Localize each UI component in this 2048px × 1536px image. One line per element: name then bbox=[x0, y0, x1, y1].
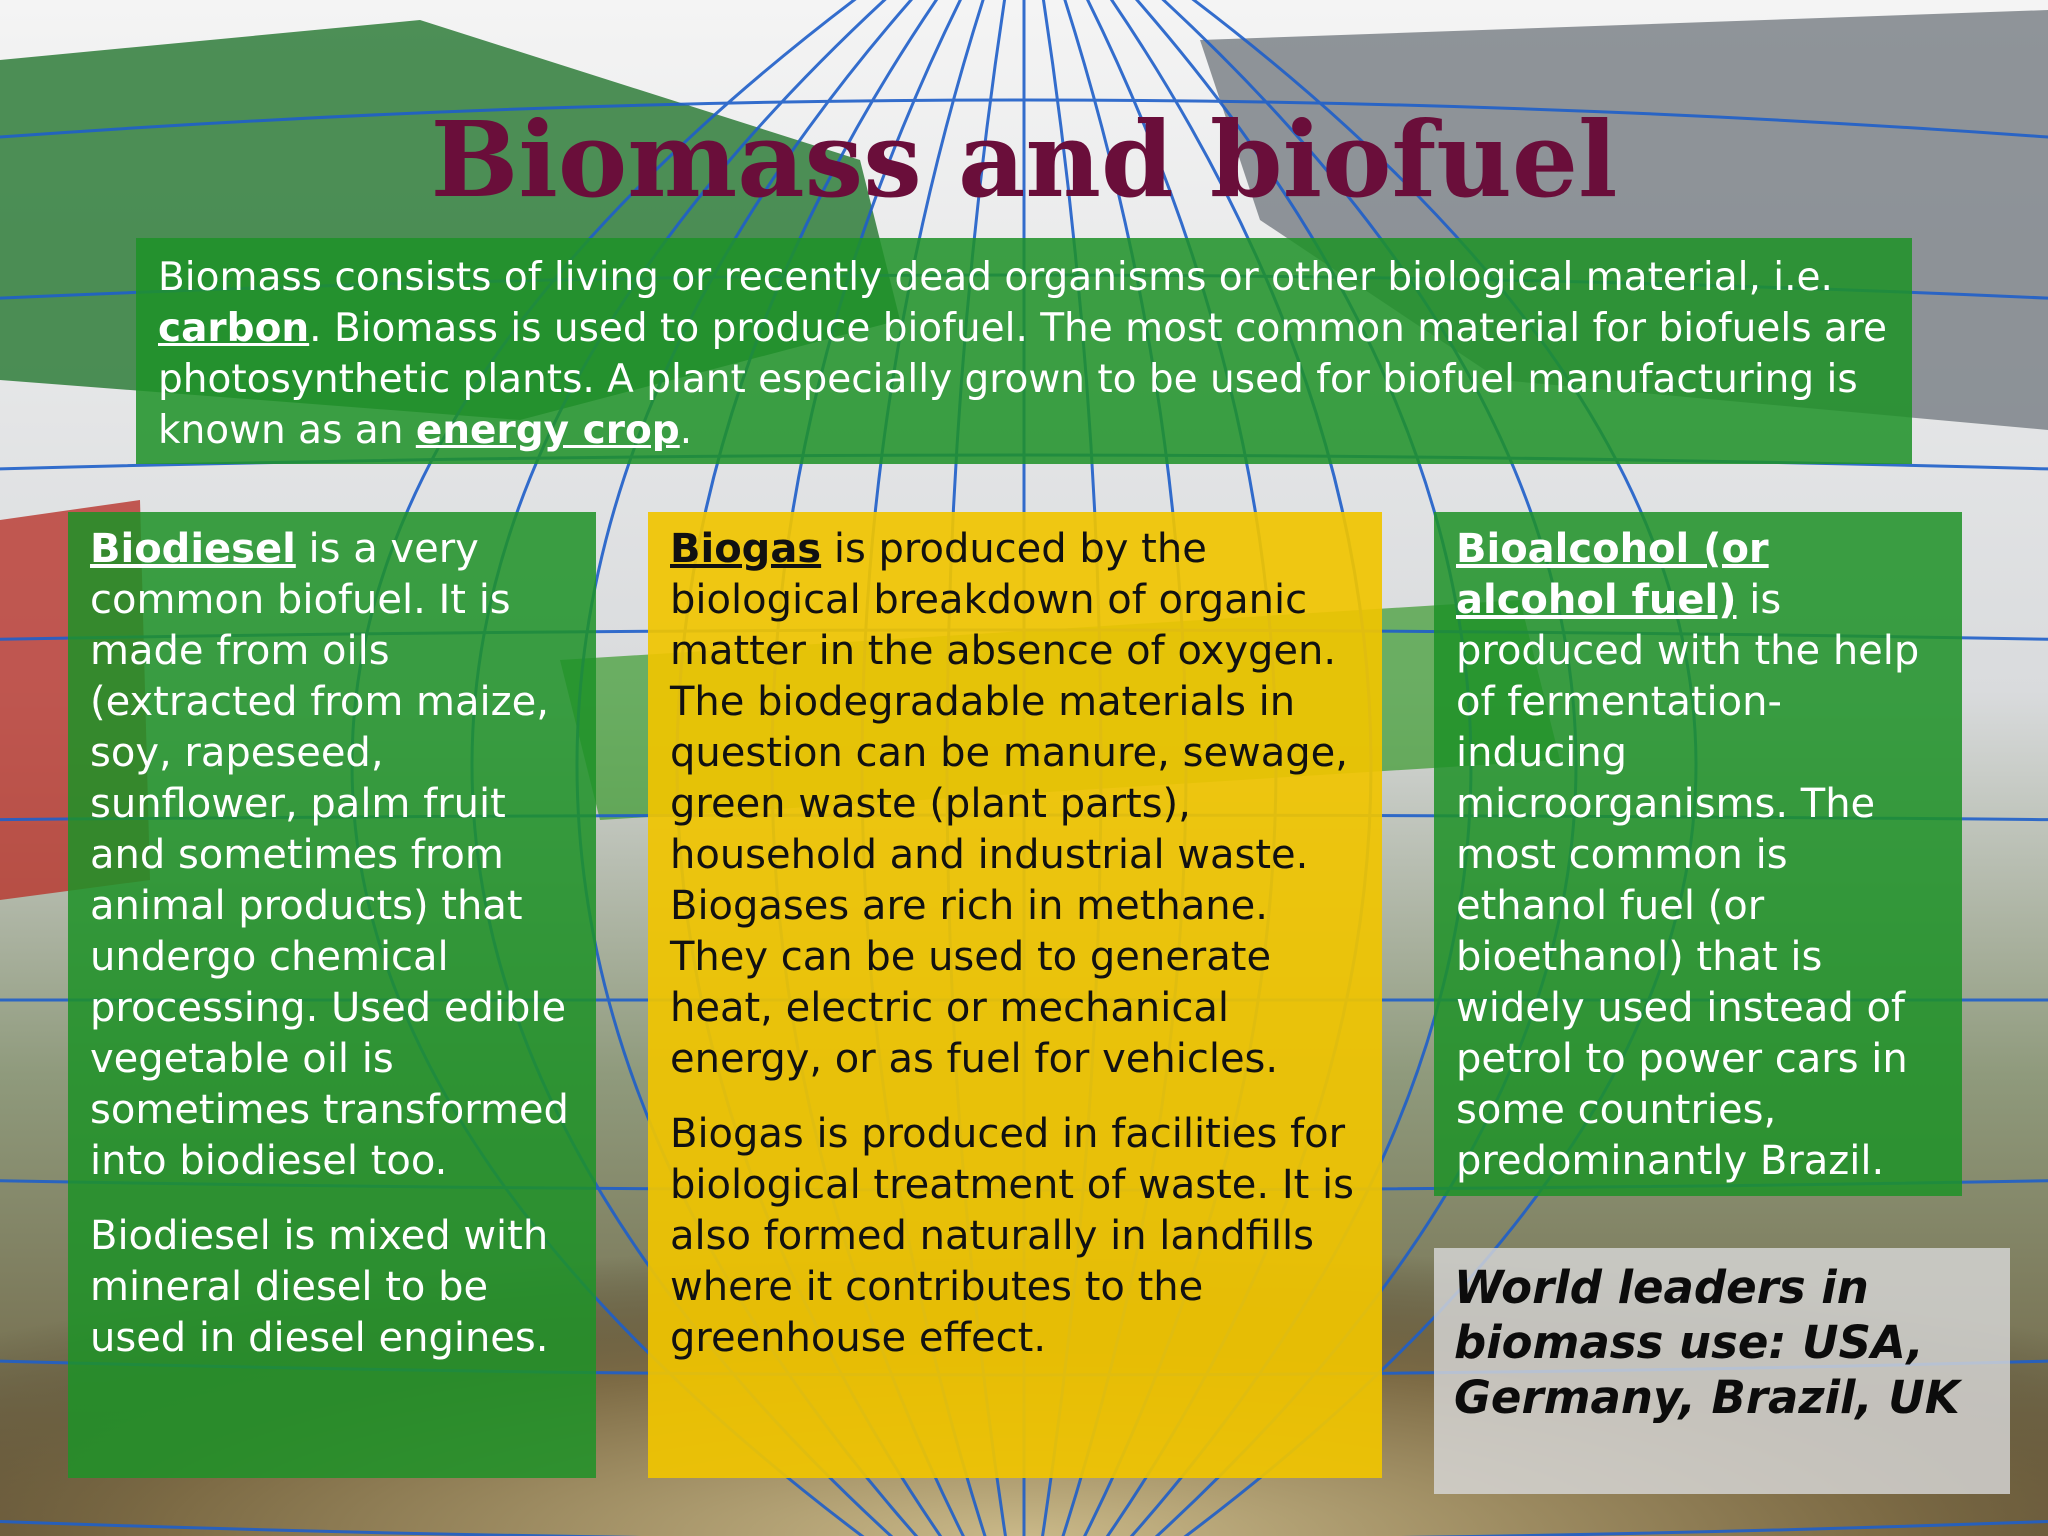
term-carbon: carbon bbox=[158, 306, 310, 351]
bioalcohol-text-1: is produced with the help of fermentation-inducing microorganisms. The most common is ethanol fuel (or bioethanol) that is widely used instead of petrol to power cars in some countries, predominantly Brazil. bbox=[1456, 577, 1920, 1184]
biogas-paragraph-2: Biogas is produced in facilities for biological treatment of waste. It is also formed naturally in landfills where it contributes to the greenhouse effect. bbox=[670, 1111, 1354, 1361]
intro-text-1: Biomass consists of living or recently dead organisms or other biological material, i.e. bbox=[158, 255, 1833, 300]
biogas-box bbox=[648, 512, 1382, 1478]
biodiesel-text-1: is a very common biofuel. It is made from oils (extracted from maize, soy, rapeseed, sunflower, palm fruit and sometimes from animal products) that undergo chemical processing. Used edible vegetable oil is sometimes transformed into biodiesel too. bbox=[90, 526, 569, 1184]
biodiesel-paragraph-2: Biodiesel is mixed with mineral diesel to be used in diesel engines. bbox=[90, 1213, 549, 1361]
biogas-paragraph-1 bbox=[670, 524, 1360, 1085]
term-biodiesel: Biodiesel bbox=[90, 526, 296, 572]
biodiesel-paragraph-1 bbox=[90, 524, 574, 1187]
bioalcohol-paragraph bbox=[1456, 524, 1940, 1187]
term-biogas: Biogas bbox=[670, 526, 822, 572]
term-bioalcohol: Bioalcohol (or alcohol fuel) bbox=[1456, 526, 1769, 623]
slide-title: Biomass and biofuel bbox=[430, 98, 1618, 221]
world-leaders-box bbox=[1434, 1248, 2010, 1494]
intro-text-3: . bbox=[679, 408, 693, 453]
biogas-text-1: is produced by the biological breakdown of organic matter in the absence of oxygen. The biodegradable materials in question can be manure, sewage, green waste (plant parts), household and industrial waste. Biogases are rich in methane. They can be used to generate heat, electric or mechanical energy, or as fuel for vehicles. bbox=[670, 526, 1348, 1082]
intro-paragraph bbox=[158, 252, 1890, 456]
term-energy-crop: energy crop bbox=[415, 408, 680, 453]
world-leaders-text: World leaders in biomass use: USA, Germany, Brazil, UK bbox=[1454, 1261, 1960, 1424]
intro-box bbox=[136, 238, 1912, 464]
intro-text-2: . Biomass is used to produce biofuel. The most common material for biofuels are photosynthetic plants. A plant especially grown to be used for biofuel manufacturing is known as an bbox=[158, 306, 1887, 453]
bioalcohol-box bbox=[1434, 512, 1962, 1196]
biodiesel-box bbox=[68, 512, 596, 1478]
